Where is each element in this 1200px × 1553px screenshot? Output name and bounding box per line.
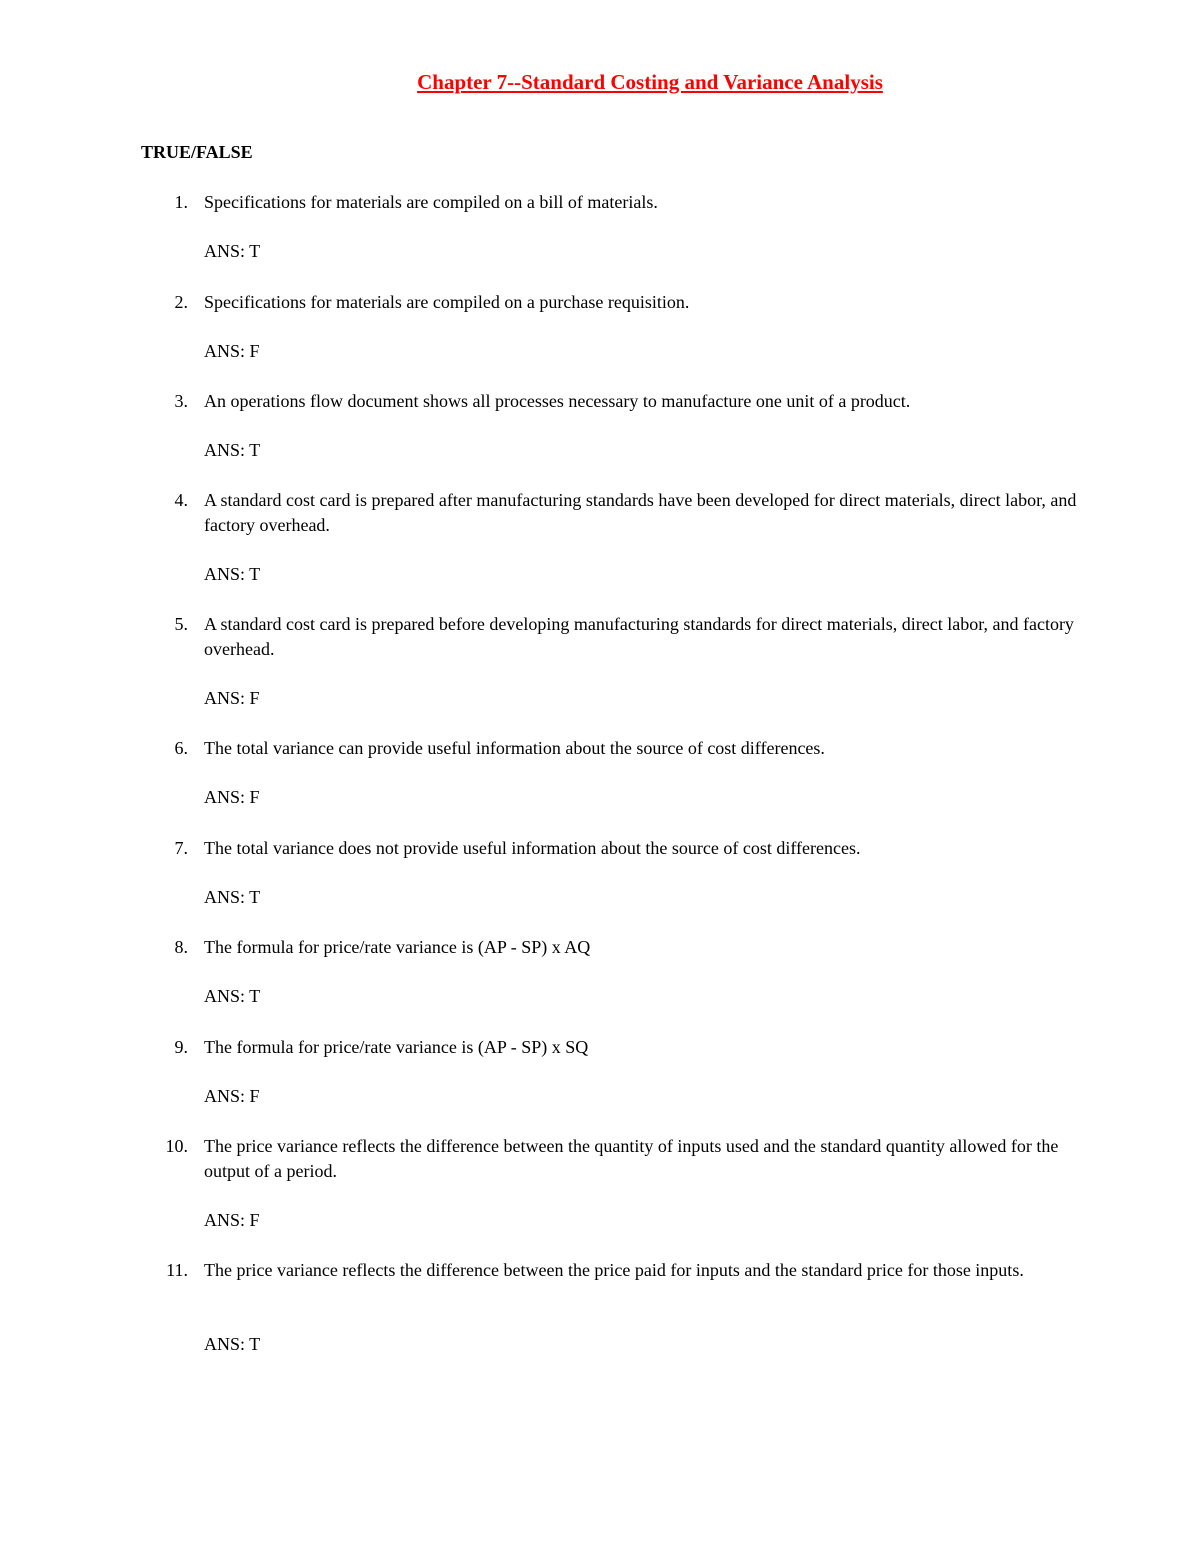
section-heading: TRUE/FALSE — [141, 142, 253, 162]
answer-text: ANS: F — [204, 688, 260, 708]
question-number: 4. — [174, 490, 188, 510]
question-text: The price variance reflects the difference between the price paid for inputs and the standard price for those inputs. — [204, 1260, 1024, 1280]
answer-text: ANS: T — [204, 986, 261, 1006]
question-text: Specifications for materials are compiled on a purchase requisition. — [204, 292, 690, 312]
question-text: The formula for price/rate variance is (AP - SP) x AQ — [204, 937, 591, 957]
question-text: The price variance reflects the difference between the quantity of inputs used and the standard quantity allowed for the output of a period. — [204, 1136, 1059, 1181]
answer-text: ANS: F — [204, 1086, 260, 1106]
answer-text: ANS: T — [204, 887, 261, 907]
question-text: A standard cost card is prepared before developing manufacturing standards for direct materials, direct labor, and factory overhead. — [204, 614, 1074, 659]
question-number: 11. — [166, 1260, 188, 1280]
question-text: The formula for price/rate variance is (AP - SP) x SQ — [204, 1037, 589, 1057]
answer-text: ANS: T — [204, 1334, 261, 1354]
answer-text: ANS: T — [204, 241, 261, 261]
chapter-title: Chapter 7--Standard Costing and Variance Analysis — [417, 70, 883, 94]
answer-text: ANS: T — [204, 440, 261, 460]
question-number: 10. — [165, 1136, 188, 1156]
answer-text: ANS: T — [204, 564, 261, 584]
question-number: 3. — [174, 391, 188, 411]
question-text: Specifications for materials are compiled on a bill of materials. — [204, 192, 658, 212]
question-number: 6. — [174, 738, 188, 758]
answer-text: ANS: F — [204, 341, 260, 361]
question-number: 7. — [174, 838, 188, 858]
question-text: An operations flow document shows all processes necessary to manufacture one unit of a product. — [204, 391, 911, 411]
question-number: 8. — [174, 937, 188, 957]
answer-text: ANS: F — [204, 1210, 260, 1230]
question-text: The total variance does not provide useful information about the source of cost differences. — [204, 838, 861, 858]
question-text: A standard cost card is prepared after manufacturing standards have been developed for direct materials, direct labor, and factory overhead. — [204, 490, 1077, 535]
question-number: 2. — [174, 292, 188, 312]
question-number: 1. — [174, 192, 188, 212]
question-text: The total variance can provide useful information about the source of cost differences. — [204, 738, 825, 758]
question-number: 9. — [174, 1037, 188, 1057]
answer-text: ANS: F — [204, 787, 260, 807]
question-number: 5. — [174, 614, 188, 634]
